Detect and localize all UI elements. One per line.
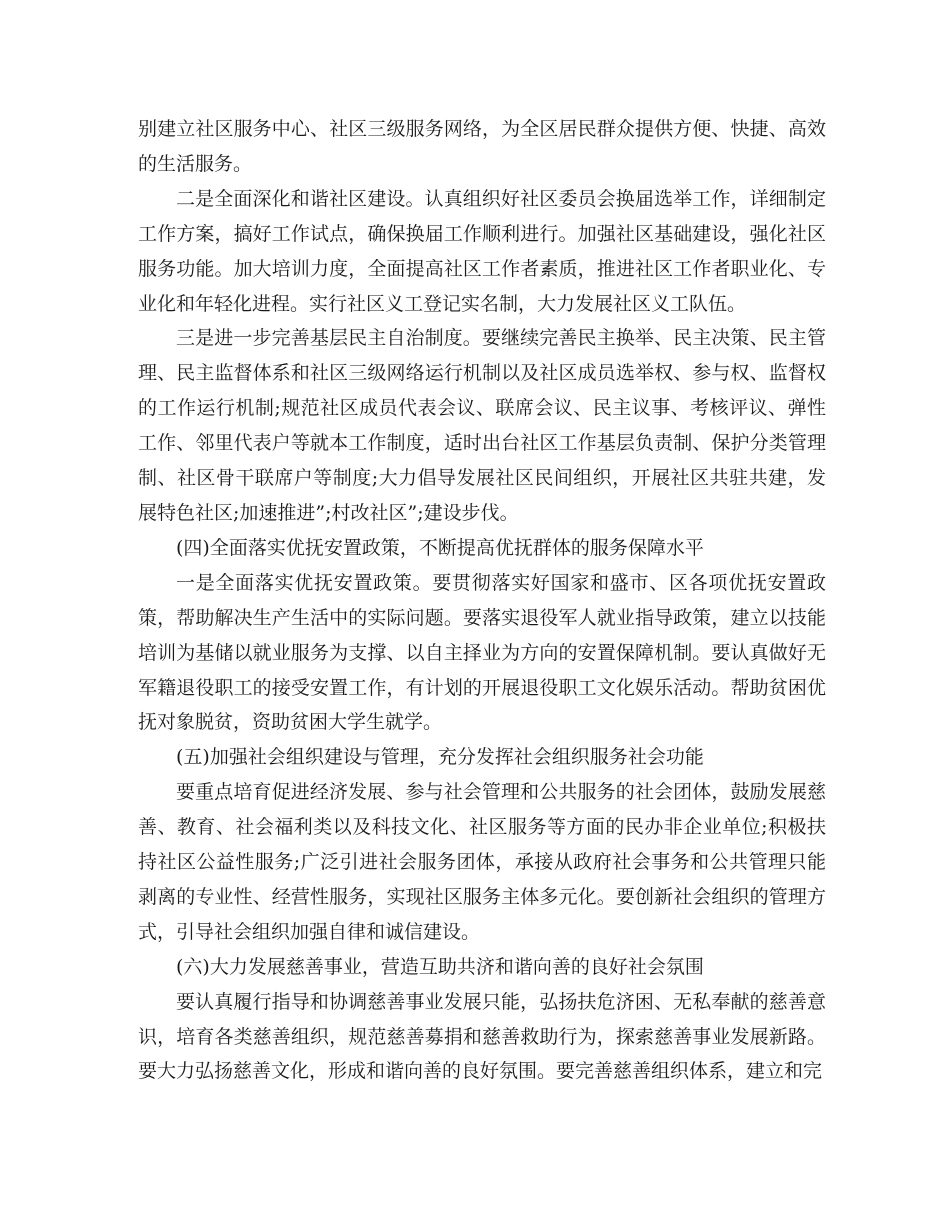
paragraph: 一是全面落实优抚安置政策。要贯彻落实好国家和盛市、区各项优抚安置政策，帮助解决生产生活中的实际问题。要落实退役军人就业指导政策，建立以技能培训为基储以就业服务为支撑、以自主择业为方向的安置保障机制。要认真做好无军籍退役职工的接受安置工作，有计划的开展退役职工文化娱乐活动。帮助贫困优抚对象脱贫，资助贫困大学生就学。 [138,571,826,734]
section-heading: (四)全面落实优抚安置政策，不断提高优抚群体的服务保障水平 [176,536,704,559]
paragraph: 要重点培育促进经济发展、参与社会管理和公共服务的社会团体，鼓励发展慈善、教育、社会福利类以及科技文化、社区服务等方面的民办非企业单位;积极扶持社区公益性服务;广泛引进社会服务团体，承接从政府社会事务和公共管理只能剥离的专业性、经营性服务，实现社区服务主体多元化。要创新社会组织的管理方式，引导社会组织加强自律和诚信建设。 [138,781,826,943]
section-heading: (五)加强社会组织建设与管理，充分发挥社会组织服务社会功能 [176,746,704,769]
paragraph: 别建立社区服务中心、社区三级服务网络，为全区居民群众提供方便、快捷、高效的生活服务。 [138,118,826,175]
paragraph: 要认真履行指导和协调慈善事业发展只能，弘扬扶危济困、无私奉献的慈善意识，培育各类慈善组织，规范慈善募捐和慈善救助行为，探索慈善事业发展新路。要大力弘扬慈善文化，形成和谐向善的良好氛围。要完善慈善组织体系，建立和完 [138,990,826,1083]
document-body [138,112,826,1089]
section-heading: (六)大力发展慈善事业，营造互助共济和谐向善的良好社会氛围 [176,955,704,978]
paragraph: 三是进一步完善基层民主自治制度。要继续完善民主换举、民主决策、民主管理、民主监督体系和社区三级网络运行机制以及社区成员选举权、参与权、监督权的工作运行机制;规范社区成员代表会议、联席会议、民主议事、考核评议、弹性工作、邻里代表户等就本工作制度，适时出台社区工作基层负责制、保护分类管理制、社区骨干联席户等制度;大力倡导发展社区民间组织，开展社区共驻共建，发展特色社区;加速推进”;村改社区”;建设步伐。 [138,327,826,524]
paragraph: 二是全面深化和谐社区建设。认真组织好社区委员会换届选举工作，详细制定工作方案，搞好工作试点，确保换届工作顺利进行。加强社区基础建设，强化社区服务功能。加大培训力度，全面提高社区工作者素质，推进社区工作者职业化、专业化和年轻化进程。实行社区义工登记实名制，大力发展社区义工队伍。 [138,187,826,315]
